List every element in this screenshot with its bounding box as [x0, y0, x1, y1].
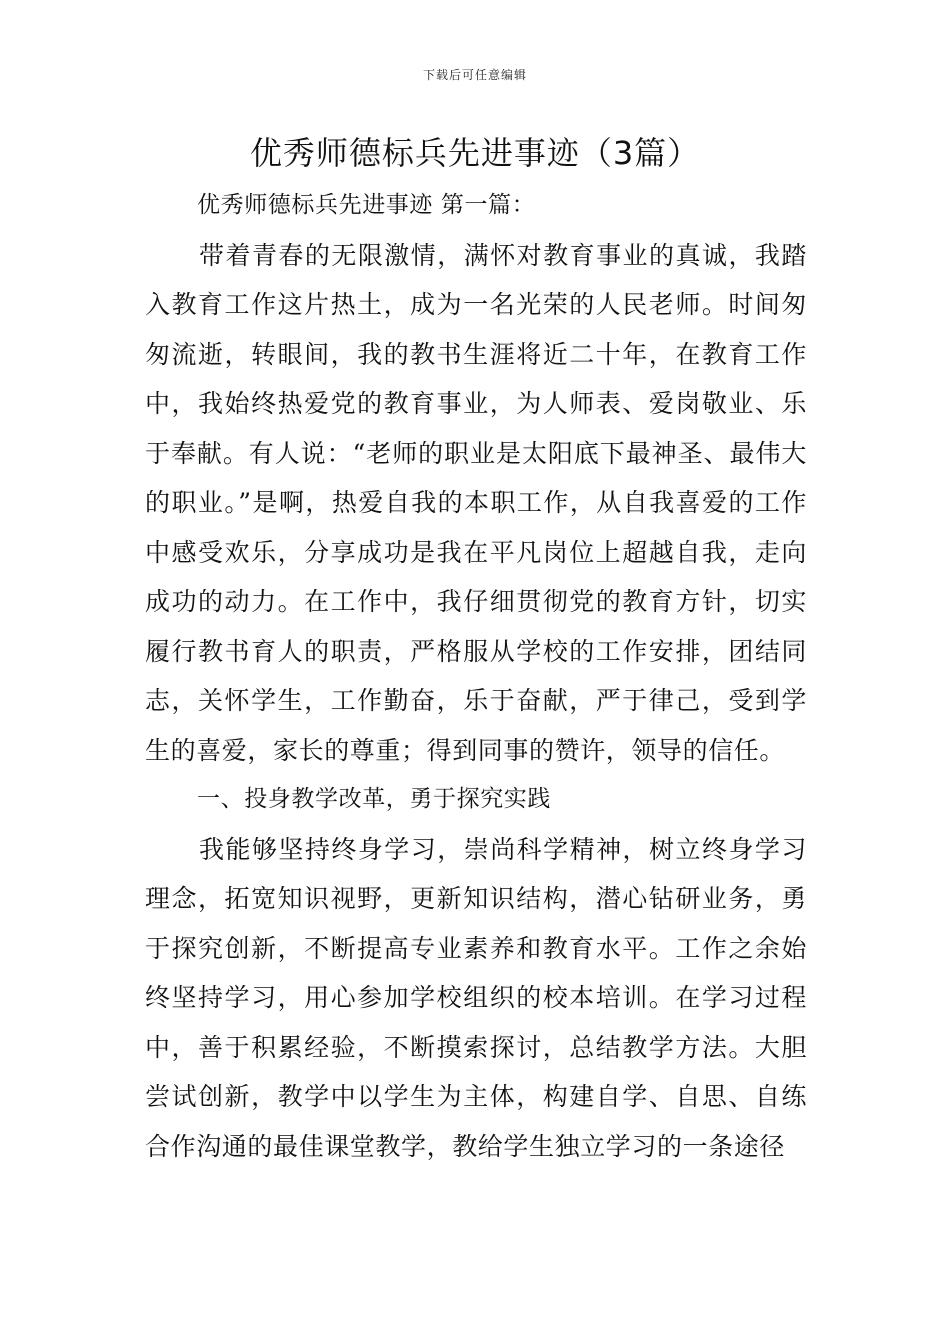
document-body: [145, 181, 807, 1171]
paragraph-intro: 带着青春的无限激情，满怀对教育事业的真诚，我踏入教育工作这片热土，成为一名光荣的人民老师。时间匆匆流逝，转眼间，我的教书生涯将近二十年，在教育工作中，我始终热爱党的教育事业，为人师表、爱岗敬业、乐于奉献。有人说：“老师的职业是太阳底下最神圣、最伟大的职业。”是啊，热爱自我的本职工作，从自我喜爱的工作中感受欢乐，分享成功是我在平凡岗位上超越自我，走向成功的动力。在工作中，我仔细贯彻党的教育方针，切实履行教书育人的职责，严格服从学校的工作安排，团结同志，关怀学生，工作勤奋，乐于奋献，严于律己，受到学生的喜爱，家长的尊重；得到同事的赞许，领导的信任。: [145, 240, 807, 765]
paragraph-section-1: 我能够坚持终身学习，崇尚科学精神，树立终身学习理念，拓宽知识视野，更新知识结构，潜心钻研业务，勇于探究创新，不断提高专业素养和教育水平。工作之余始终坚持学习，用心参加学校组织的校本培训。在学习过程中，善于积累经验，不断摸索探讨，总结教学方法。大胆尝试创新，教学中以学生为主体，构建自学、自思、自练合作沟通的最佳课堂教学，教给学生独立学习的一条途径: [145, 834, 807, 1161]
document-title: 优秀师德标兵先进事迹（3篇）: [249, 134, 701, 172]
section-heading-1: 一、投身教学改革，勇于探究实践: [197, 786, 551, 812]
header-note: 下载后可任意编辑: [422, 68, 527, 82]
article-subheading: 优秀师德标兵先进事迹 第一篇：: [197, 192, 536, 218]
